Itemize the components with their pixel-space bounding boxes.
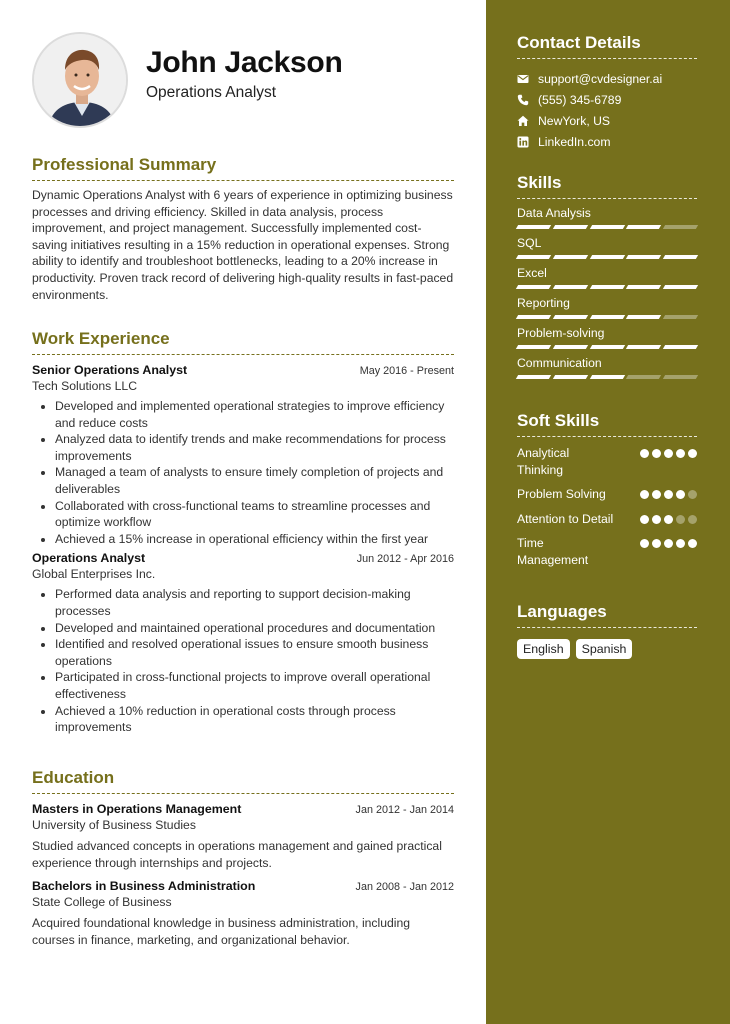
- job-company: Global Enterprises Inc.: [32, 567, 156, 582]
- school-name: University of Business Studies: [32, 818, 196, 832]
- language-tag: English: [517, 639, 570, 659]
- soft-skill-item: [517, 535, 697, 568]
- skill-level-segment: [663, 345, 698, 349]
- job-bullet: • Managed a team of analysts to ensure timely completion of projects and deliverables: [55, 464, 454, 497]
- job-bullets: [32, 586, 454, 735]
- rating-dot: [676, 490, 685, 499]
- degree-name: Masters in Operations Management: [32, 802, 242, 816]
- skill-level-segment: [663, 285, 698, 289]
- rating-dot: [652, 539, 661, 548]
- rating-dot: [652, 449, 661, 458]
- soft-skill-item: [517, 445, 697, 478]
- skill-level-segment: [663, 375, 698, 379]
- skill-item: [517, 266, 697, 289]
- rating-dot: [676, 539, 685, 548]
- education-section: [32, 768, 454, 948]
- job-bullet: • Achieved a 15% increase in operational efficiency within the first year: [55, 531, 454, 548]
- skill-level-bar: [517, 255, 697, 259]
- job-bullet: • Participated in cross-functional projects to improve overall operational effectiveness: [55, 669, 454, 702]
- experience-heading: Work Experience: [32, 329, 454, 355]
- education-date: Jan 2012 - Jan 2014: [355, 804, 454, 816]
- rating-dot: [688, 539, 697, 548]
- summary-section: [32, 155, 454, 303]
- skill-level-bar: [517, 315, 697, 319]
- job-bullet: • Analyzed data to identify trends and make recommendations for process improvements: [55, 431, 454, 464]
- envelope-icon: [517, 73, 529, 85]
- linkedin-icon: [517, 136, 529, 148]
- education-heading: Education: [32, 768, 454, 794]
- soft-skills-heading: Soft Skills: [517, 411, 697, 437]
- skill-label: SQL: [517, 236, 542, 250]
- contact-phone[interactable]: [517, 89, 697, 110]
- skill-level-segment: [626, 255, 661, 259]
- sidebar: [486, 0, 730, 1024]
- skill-label: Data Analysis: [517, 206, 591, 220]
- skill-level-segment: [553, 345, 588, 349]
- soft-skill-rating: [640, 539, 697, 548]
- education-entry: [32, 802, 454, 871]
- skill-level-segment: [589, 315, 624, 319]
- skill-level-segment: [553, 315, 588, 319]
- location-text: NewYork, US: [538, 113, 611, 128]
- skill-item: [517, 206, 697, 229]
- soft-skill-item: [517, 511, 697, 528]
- soft-skill-label: Time Management: [517, 536, 589, 567]
- soft-skill-rating: [640, 449, 697, 458]
- email-text: support@cvdesigner.ai: [538, 71, 663, 86]
- skill-label: Reporting: [517, 296, 570, 310]
- skill-level-segment: [626, 375, 661, 379]
- skill-label: Problem-solving: [517, 326, 605, 340]
- linkedin-text: LinkedIn.com: [538, 134, 611, 149]
- skill-level-segment: [553, 225, 588, 229]
- rating-dot: [688, 449, 697, 458]
- skill-level-segment: [663, 255, 698, 259]
- rating-dot: [664, 539, 673, 548]
- skill-level-segment: [626, 285, 661, 289]
- skill-level-segment: [516, 345, 551, 349]
- candidate-name: John Jackson: [146, 46, 343, 79]
- summary-text: Dynamic Operations Analyst with 6 years of experience in optimizing business processes and driving efficiency. Skilled in data analysis, process improvement, and project management. Successfully implemented cost-saving initiatives resulting in a 15% reduction in operational expenses. Strong ability to identify and troubleshoot bottlenecks, leading to a 20% increase in productivity. Proven track record of delivering high-quality results in fast-paced environments.: [32, 188, 454, 302]
- soft-skill-label: Analytical Thinking: [517, 446, 570, 477]
- contact-location: [517, 110, 697, 131]
- phone-text: (555) 345-6789: [538, 92, 622, 107]
- soft-skill-label: Attention to Detail: [517, 511, 614, 526]
- skill-level-segment: [516, 255, 551, 259]
- skill-level-segment: [589, 345, 624, 349]
- soft-skill-rating: [640, 515, 697, 524]
- contact-heading: Contact Details: [517, 33, 697, 59]
- education-description: Acquired foundational knowledge in business administration, including courses in finance, marketing, and organizational behavior.: [32, 916, 411, 947]
- skills-heading: Skills: [517, 173, 697, 199]
- degree-name: Bachelors in Business Administration: [32, 879, 256, 894]
- phone-icon: [517, 94, 529, 106]
- rating-dot: [688, 515, 697, 524]
- skill-level-segment: [516, 285, 551, 289]
- job-bullet: • Developed and implemented operational strategies to improve efficiency and reduce costs: [55, 398, 454, 431]
- avatar: [32, 32, 128, 128]
- job-entry: [32, 363, 454, 547]
- languages-section: [517, 602, 697, 659]
- job-bullet: • Developed and maintained operational procedures and documentation: [55, 620, 454, 637]
- rating-dot: [664, 490, 673, 499]
- rating-dot: [676, 515, 685, 524]
- job-date: Jun 2012 - Apr 2016: [356, 553, 454, 566]
- education-date: Jan 2008 - Jan 2012: [355, 881, 454, 894]
- summary-heading: Professional Summary: [32, 155, 454, 181]
- skill-level-bar: [517, 375, 697, 379]
- skill-level-segment: [626, 315, 661, 319]
- soft-skill-rating: [640, 490, 697, 499]
- skill-item: [517, 326, 697, 349]
- job-bullet: • Performed data analysis and reporting to support decision-making processes: [55, 586, 454, 619]
- skill-level-segment: [589, 255, 624, 259]
- skill-level-segment: [516, 375, 551, 379]
- job-bullet: • Achieved a 10% reduction in operational costs through process improvements: [55, 703, 454, 736]
- skill-level-segment: [553, 375, 588, 379]
- skill-level-segment: [589, 285, 624, 289]
- skill-level-bar: [517, 345, 697, 349]
- skill-level-segment: [516, 225, 551, 229]
- skill-level-segment: [626, 225, 661, 229]
- soft-skill-label: Problem Solving: [517, 487, 606, 502]
- rating-dot: [640, 449, 649, 458]
- languages-heading: Languages: [517, 602, 697, 628]
- job-role: Senior Operations Analyst: [32, 363, 188, 377]
- skill-level-segment: [626, 345, 661, 349]
- experience-section: [32, 329, 454, 736]
- rating-dot: [640, 515, 649, 524]
- skill-level-segment: [516, 315, 551, 319]
- soft-skill-item: [517, 486, 697, 503]
- skill-label: Excel: [517, 266, 547, 280]
- job-date: May 2016 - Present: [359, 365, 454, 377]
- education-description: Studied advanced concepts in operations management and gained practical experience through internships and projects.: [32, 839, 442, 870]
- skill-level-bar: [517, 285, 697, 289]
- candidate-title: Operations Analyst: [146, 84, 277, 101]
- school-name: State College of Business: [32, 895, 172, 910]
- rating-dot: [640, 490, 649, 499]
- rating-dot: [664, 449, 673, 458]
- skill-item: [517, 296, 697, 319]
- skill-level-segment: [553, 255, 588, 259]
- home-icon: [517, 115, 529, 127]
- rating-dot: [688, 490, 697, 499]
- skill-item: [517, 356, 697, 379]
- job-entry: [32, 551, 454, 735]
- profile-photo: [34, 34, 128, 128]
- rating-dot: [640, 539, 649, 548]
- job-bullet: • Collaborated with cross-functional teams to streamline processes and optimize workflow: [55, 498, 454, 531]
- rating-dot: [676, 449, 685, 458]
- contact-linkedin[interactable]: [517, 131, 697, 152]
- skill-level-segment: [553, 285, 588, 289]
- skill-level-segment: [589, 225, 624, 229]
- skill-level-segment: [589, 375, 624, 379]
- skill-label: Communication: [517, 356, 602, 370]
- skill-level-segment: [663, 315, 698, 319]
- skill-level-bar: [517, 225, 697, 229]
- rating-dot: [664, 515, 673, 524]
- contact-email[interactable]: [517, 68, 697, 89]
- contact-section: [517, 33, 697, 152]
- job-company: Tech Solutions LLC: [32, 379, 138, 393]
- skill-item: [517, 236, 697, 259]
- skills-section: [517, 173, 697, 379]
- skill-level-segment: [663, 225, 698, 229]
- soft-skills-section: [517, 411, 697, 569]
- rating-dot: [652, 490, 661, 499]
- education-entry: [32, 879, 454, 948]
- job-bullet: • Identified and resolved operational issues to ensure smooth business operations: [55, 636, 454, 669]
- rating-dot: [652, 515, 661, 524]
- job-role: Operations Analyst: [32, 551, 146, 566]
- language-tag: Spanish: [576, 639, 633, 659]
- job-bullets: [32, 398, 454, 547]
